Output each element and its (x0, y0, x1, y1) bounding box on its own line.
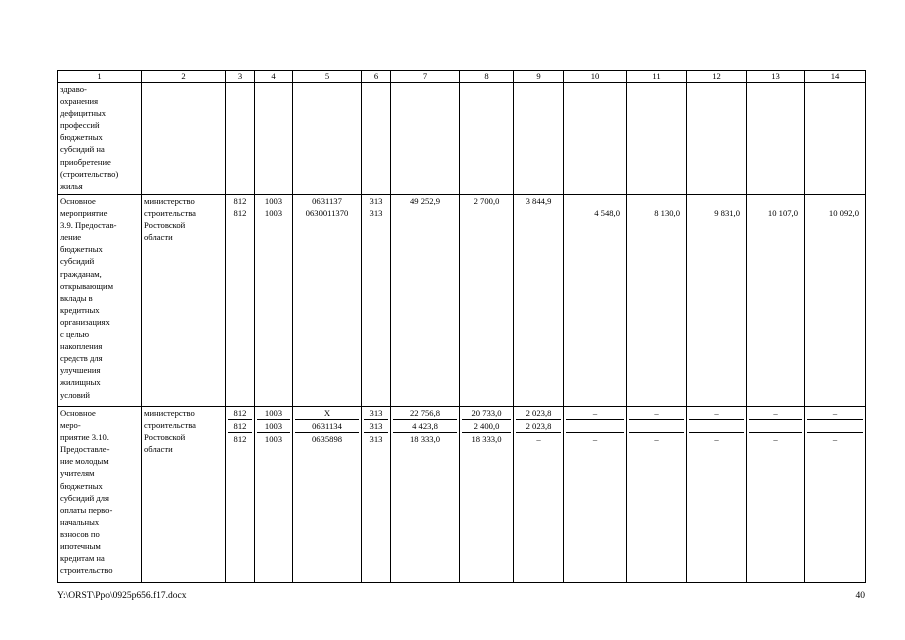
year-cell: 4 548,0 (564, 195, 627, 407)
year-cell: 20 733,0 2 400,0 18 333,0 (460, 407, 514, 583)
header-cell: 2 (142, 71, 226, 83)
year-cell: 9 831,0 (687, 195, 747, 407)
table-row (58, 407, 866, 583)
table-row (58, 195, 866, 407)
header-cell: 14 (805, 71, 866, 83)
total-cell: 49 252,9 (391, 195, 460, 407)
year-cell: 2 023,8 2 023,8 – (514, 407, 564, 583)
header-cell: 8 (460, 71, 514, 83)
year-cell: 10 092,0 (805, 195, 866, 407)
rzpr-cell: 1003 1003 1003 (255, 407, 293, 583)
header-cell: 11 (627, 71, 687, 83)
table-header-row (58, 71, 866, 83)
year-cell: – – (564, 407, 627, 583)
table-row (58, 83, 866, 195)
executor-cell: министерство строительства Ростовской области (142, 195, 226, 407)
rzpr-cell: 1003 1003 (255, 195, 293, 407)
executor-cell: министерство строительства Ростовской области (142, 407, 226, 583)
csr-cell: 0631137 0630011370 (293, 195, 362, 407)
header-cell: 12 (687, 71, 747, 83)
vr-cell: 313 313 (362, 195, 391, 407)
header-cell: 5 (293, 71, 362, 83)
grbs-cell: 812 812 812 (226, 407, 255, 583)
header-cell: 1 (58, 71, 142, 83)
header-cell: 4 (255, 71, 293, 83)
csr-cell: Х 0631134 0635898 (293, 407, 362, 583)
header-cell: 3 (226, 71, 255, 83)
header-cell: 9 (514, 71, 564, 83)
header-cell: 13 (747, 71, 805, 83)
year-cell: – – (805, 407, 866, 583)
header-cell: 6 (362, 71, 391, 83)
header-cell: 10 (564, 71, 627, 83)
year-cell: 2 700,0 (460, 195, 514, 407)
page-number: 40 (855, 591, 865, 601)
budget-table (57, 70, 866, 583)
activity-name-cell: Основное меро- приятие 3.10. Предоставле- ние молодым учителям бюджетных субсидий для оплаты перво- начальных взносов по ипотечным кредитам на строительство (58, 407, 142, 583)
total-cell: 22 756,8 4 423,8 18 333,0 (391, 407, 460, 583)
year-cell: – – (627, 407, 687, 583)
year-cell: 3 844,9 (514, 195, 564, 407)
vr-cell: 313 313 313 (362, 407, 391, 583)
activity-name-cell: Основное мероприятие 3.9. Предостав- ление бюджетных субсидий гражданам, открывающим вклады в кредитных организациях с целью накопления средств для улучшения жилищных условий (58, 195, 142, 407)
year-cell: – – (747, 407, 805, 583)
header-cell: 7 (391, 71, 460, 83)
grbs-cell: 812 812 (226, 195, 255, 407)
year-cell: 8 130,0 (627, 195, 687, 407)
file-path-footer: Y:\ORST\Ppo\0925p656.f17.docx (57, 591, 187, 601)
activity-name-cell: здраво- охранения дефицитных профессий бюджетных субсидий на приобретение (строительство) жилья (58, 83, 142, 195)
year-cell: – – (687, 407, 747, 583)
year-cell: 10 107,0 (747, 195, 805, 407)
